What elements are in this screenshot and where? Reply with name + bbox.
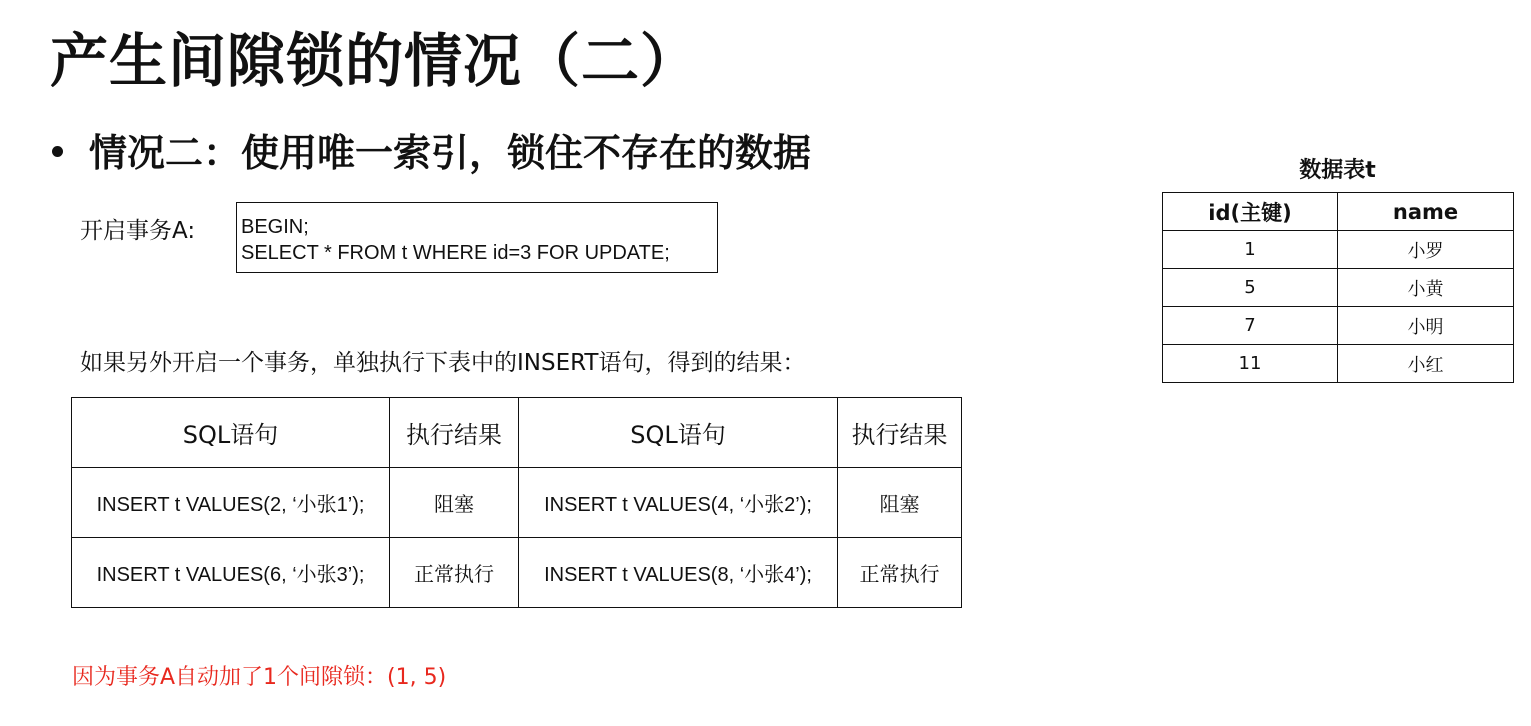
table-row xyxy=(72,468,962,538)
id-cell: 5 xyxy=(1163,269,1338,307)
id-cell: 11 xyxy=(1163,345,1338,383)
sql-cell: INSERT t VALUES(2, ‘小张1’); xyxy=(72,468,390,538)
gap-lock-note: 因为事务A自动加了1个间隙锁：(1, 5) xyxy=(72,665,447,690)
sql-cell: INSERT t VALUES(6, ‘小张3’); xyxy=(72,538,390,608)
header-cell-name: name xyxy=(1338,193,1514,231)
sql-cell: INSERT t VALUES(8, ‘小张4’); xyxy=(519,538,838,608)
result-cell: 阻塞 xyxy=(390,468,519,538)
name-cell: 小罗 xyxy=(1338,231,1514,269)
result-cell: 阻塞 xyxy=(838,468,962,538)
name-cell: 小红 xyxy=(1338,345,1514,383)
intro-text: 如果另外开启一个事务，单独执行下表中的INSERT语句，得到的结果： xyxy=(80,350,806,376)
table-row xyxy=(1163,231,1514,269)
data-table-title: 数据表t xyxy=(1299,158,1376,183)
result-cell: 正常执行 xyxy=(390,538,519,608)
code-line: BEGIN; xyxy=(241,216,309,238)
page-title: 产生间隙锁的情况（二） xyxy=(50,27,700,95)
name-cell: 小明 xyxy=(1338,307,1514,345)
header-cell-sql: SQL语句 xyxy=(72,398,390,468)
result-cell: 正常执行 xyxy=(838,538,962,608)
bullet-point xyxy=(52,122,811,177)
transaction-a-code-box xyxy=(236,202,718,273)
name-cell: 小黄 xyxy=(1338,269,1514,307)
table-row xyxy=(1163,307,1514,345)
table-header-row xyxy=(72,398,962,468)
id-cell: 1 xyxy=(1163,231,1338,269)
id-cell: 7 xyxy=(1163,307,1338,345)
transaction-a-label: 开启事务A: xyxy=(80,218,196,244)
header-cell-sql: SQL语句 xyxy=(519,398,838,468)
table-row xyxy=(1163,345,1514,383)
header-cell-result: 执行结果 xyxy=(838,398,962,468)
bullet-dot-icon xyxy=(52,146,63,157)
table-header-row xyxy=(1163,193,1514,231)
sql-cell: INSERT t VALUES(4, ‘小张2’); xyxy=(519,468,838,538)
header-cell-id: id(主键) xyxy=(1163,193,1338,231)
table-row xyxy=(72,538,962,608)
data-table xyxy=(1162,192,1514,383)
code-line: SELECT * FROM t WHERE id=3 FOR UPDATE; xyxy=(241,242,670,264)
table-row xyxy=(1163,269,1514,307)
insert-results-table xyxy=(71,397,962,608)
header-cell-result: 执行结果 xyxy=(390,398,519,468)
bullet-text: 情况二：使用唯一索引，锁住不存在的数据 xyxy=(89,131,812,175)
